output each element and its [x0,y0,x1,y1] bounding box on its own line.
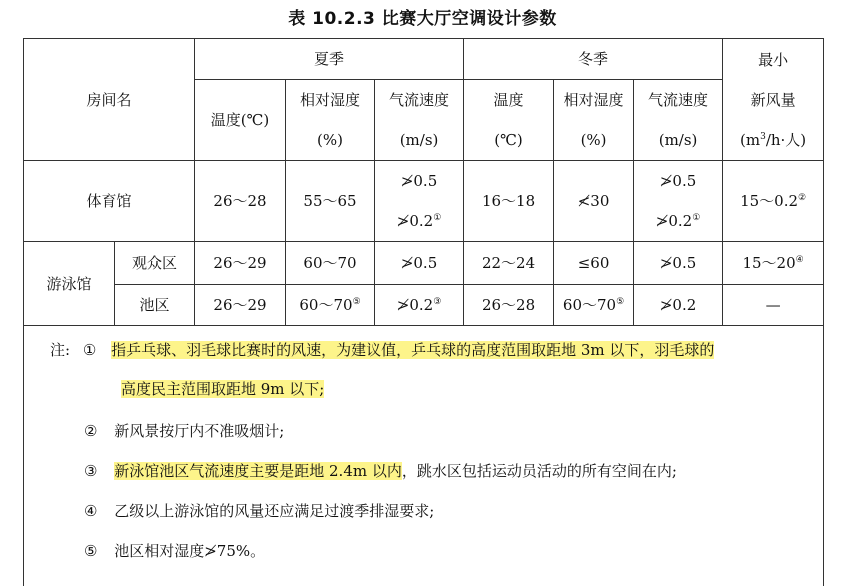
header-summer-temp: 温度(℃) [195,80,286,161]
note-1-cont: 高度民主范围取距地 9m 以下; [121,378,324,399]
cell: ≯0.2③ [375,285,464,326]
note-3: ③ 新泳馆池区气流速度主要是距地 2.4m 以内，跳水区包括运动员活动的所有空间在内; [84,460,677,481]
cell: ≤60 [554,242,634,285]
note-1: 注: ① 指乒乓球、羽毛球比赛时的风速，为建议值，乒乓球的高度范围取距地 3m 以下，羽毛球的 [50,339,714,360]
header-winter-temp: 温度 (℃) [464,80,554,161]
cell: 15～20④ [723,242,824,285]
header-winter: 冬季 [464,39,723,80]
header-summer-speed: 气流速度 (m/s) [375,80,464,161]
note-2: ② 新风景按厅内不准吸烟计; [84,420,284,441]
cell: 16～18 [464,161,554,242]
cell: 26～29 [195,242,286,285]
cell: 15～0.2② [723,161,824,242]
header-summer: 夏季 [195,39,464,80]
header-winter-speed: 气流速度 (m/s) [634,80,723,161]
cell: ≯0.5 ≯0.2① [634,161,723,242]
row-gym-name: 体育馆 [24,161,195,242]
note-4: ④ 乙级以上游泳馆的风量还应满足过渡季排湿要求; [84,500,434,521]
note-5: ⑤ 池区相对湿度≯75%。 [84,540,265,561]
cell: 55～65 [286,161,375,242]
cell: 26～29 [195,285,286,326]
row-pool-name: 池区 [115,285,195,326]
row-group-pool: 游泳馆 [24,242,115,326]
header-room-name: 房间名 [24,39,195,161]
table-title: 表 10.2.3 比赛大厅空调设计参数 [0,4,845,29]
table-row [24,285,824,326]
cell: 26～28 [195,161,286,242]
header-summer-rh: 相对湿度 (%) [286,80,375,161]
cell: 22～24 [464,242,554,285]
cell: ≮30 [554,161,634,242]
table-row [24,161,824,242]
cell: 26～28 [464,285,554,326]
table-row [24,242,824,285]
row-audience-name: 观众区 [115,242,195,285]
cell: 60～70⑤ [286,285,375,326]
cell: ≯0.5 ≯0.2① [375,161,464,242]
cell: — [723,285,824,326]
cell: 60～70 [286,242,375,285]
header-winter-rh: 相对湿度 (%) [554,80,634,161]
cell: 60～70⑤ [554,285,634,326]
cell: ≯0.5 [634,242,723,285]
header-min-fresh-air: 最小 新风量 ($m^3/h\cdot$人) [723,39,824,161]
cell: ≯0.2 [634,285,723,326]
cell: ≯0.5 [375,242,464,285]
